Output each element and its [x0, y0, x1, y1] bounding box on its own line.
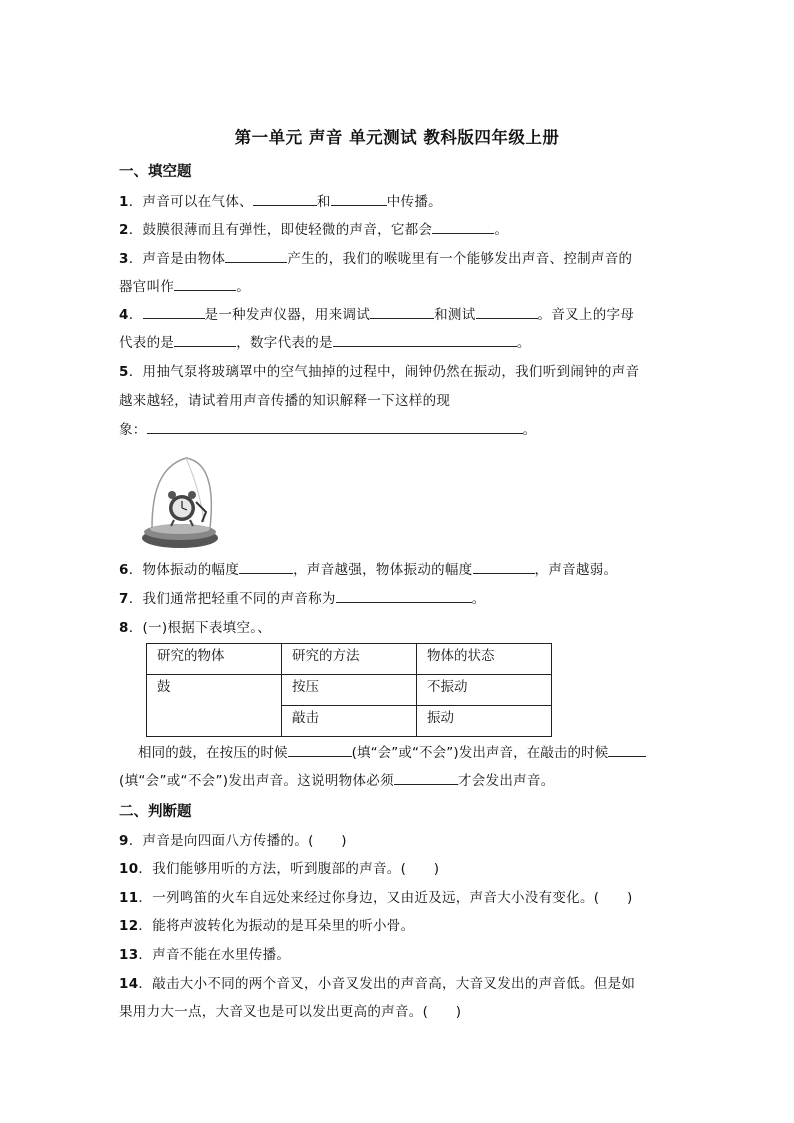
answer-blank[interactable] [331, 192, 387, 206]
question-3-line-1 [119, 247, 632, 267]
question-number: 3 [119, 251, 129, 267]
experiment-table [146, 643, 552, 737]
question-11 [119, 886, 633, 906]
answer-blank[interactable] [253, 192, 317, 206]
question-text: 中传播。 [386, 194, 442, 210]
question-text: 声音可以在气体、 [142, 194, 253, 210]
question-8-line-2 [119, 769, 555, 789]
question-text: 能将声波转化为振动的是耳朵里的听小骨。 [152, 918, 415, 934]
question-number: 5 [119, 364, 129, 380]
number-dot: ． [128, 251, 143, 267]
number-dot: ． [128, 833, 143, 849]
answer-blank[interactable] [333, 333, 517, 347]
question-9 [119, 829, 347, 849]
section-fill-in: 一、填空题 [119, 164, 192, 180]
number-dot: ． [128, 364, 143, 380]
question-text: 器官叫作 [119, 279, 175, 295]
table-header-cell: 研究的方法 [282, 644, 417, 675]
question-text: 用抽气泵将玻璃罩中的空气抽掉的过程中，闹钟仍然在振动，我们听到闹钟的声音 [142, 364, 640, 380]
question-text: 相同的鼓，在按压的时候 [138, 745, 288, 761]
question-text: (填“会”或“不会”)发出声音，在敲击的时候 [351, 745, 609, 761]
question-2 [119, 218, 508, 238]
question-text: 敲击大小不同的两个音叉，小音叉发出的声音高，大音叉发出的声音低。但是如 [152, 976, 636, 992]
question-text: 是一种发声仪器，用来调试 [204, 307, 371, 323]
question-3-line-2 [119, 275, 250, 295]
question-number: 1 [119, 194, 129, 210]
question-text: 。 [236, 279, 251, 295]
question-text[interactable]: 果用力大一点，大音叉也是可以发出更高的声音。( ) [119, 1004, 462, 1020]
number-dot: ． [138, 947, 153, 963]
question-4-line-1 [119, 303, 634, 323]
question-number: 8 [119, 620, 129, 636]
question-5-line-2 [119, 389, 450, 409]
question-1 [119, 190, 442, 210]
question-text: 鼓膜很薄而且有弹性，即使轻微的声音，它都会 [142, 222, 433, 238]
answer-blank[interactable] [225, 249, 287, 263]
table-row [147, 675, 552, 706]
question-text: 。音叉上的字母 [537, 307, 635, 323]
question-6 [119, 558, 617, 578]
question-text: 我们通常把轻重不同的声音称为 [142, 591, 336, 607]
answer-blank[interactable] [336, 589, 472, 603]
number-dot: ． [138, 890, 153, 906]
question-10 [119, 857, 439, 877]
question-12 [119, 914, 414, 934]
question-14-line-1 [119, 972, 635, 992]
table-cell: 不振动 [417, 675, 552, 706]
question-13 [119, 943, 290, 963]
answer-blank[interactable] [288, 743, 352, 757]
number-dot: ． [128, 307, 143, 323]
question-text: ，声音越强，物体振动的幅度 [293, 562, 473, 578]
question-number: 13 [119, 947, 139, 963]
question-5-line-1 [119, 360, 639, 380]
question-text: 和测试 [434, 307, 476, 323]
question-number: 12 [119, 918, 139, 934]
bell-jar-alarm-clock-illustration [140, 452, 226, 552]
question-8-line-1 [138, 741, 646, 761]
question-text[interactable]: 一列鸣笛的火车自远处来经过你身边，又由近及远，声音大小没有变化。( ) [152, 890, 633, 906]
question-text: ，声音越弱。 [534, 562, 618, 578]
table-header-row [147, 644, 552, 675]
question-14-line-2 [119, 1000, 461, 1020]
answer-blank[interactable] [476, 305, 538, 319]
question-text: 声音不能在水里传播。 [152, 947, 291, 963]
question-text: (填“会”或“不会”)发出声音。这说明物体必须 [119, 773, 394, 789]
question-text: ，数字代表的是 [236, 335, 333, 351]
question-number: 6 [119, 562, 129, 578]
question-text: 。 [494, 222, 509, 238]
question-text: 象： [119, 422, 147, 438]
number-dot: ． [128, 194, 143, 210]
number-dot: ． [128, 562, 143, 578]
table-header-cell: 研究的物体 [147, 644, 282, 675]
answer-blank[interactable] [239, 560, 293, 574]
question-text: 。 [471, 591, 486, 607]
question-text: 声音是由物体 [142, 251, 226, 267]
number-dot: ． [138, 976, 153, 992]
number-dot: ． [128, 591, 143, 607]
question-4-line-2 [119, 331, 531, 351]
question-text: 。 [522, 422, 537, 438]
answer-blank[interactable] [174, 333, 236, 347]
question-text[interactable]: 我们能够用听的方法，听到腹部的声音。( ) [152, 861, 440, 877]
question-number: 9 [119, 833, 129, 849]
answer-blank[interactable] [143, 305, 205, 319]
answer-blank[interactable] [473, 560, 535, 574]
question-5-line-3 [119, 418, 536, 438]
question-number: 14 [119, 976, 139, 992]
answer-blank[interactable] [174, 277, 236, 291]
question-text: 和 [316, 194, 331, 210]
number-dot: ． [138, 861, 153, 877]
number-dot: ． [128, 620, 143, 636]
page-title: 第一单元 声音 单元测试 教科版四年级上册 [234, 128, 560, 147]
question-number: 10 [119, 861, 139, 877]
table-cell: 敲击 [282, 706, 417, 737]
answer-blank[interactable] [432, 220, 494, 234]
table-cell-object: 鼓 [147, 675, 282, 737]
question-text[interactable]: 声音是向四面八方传播的。( ) [142, 833, 347, 849]
table-header-cell: 物体的状态 [417, 644, 552, 675]
question-8-intro [119, 616, 271, 636]
answer-blank[interactable] [370, 305, 434, 319]
question-number: 2 [119, 222, 129, 238]
question-number: 7 [119, 591, 129, 607]
question-number: 11 [119, 890, 139, 906]
question-text: 越来越轻，请试着用声音传播的知识解释一下这样的现 [119, 393, 451, 409]
question-text: 产生的，我们的喉咙里有一个能够发出声音、控制声音的 [287, 251, 633, 267]
number-dot: ． [128, 222, 143, 238]
table-cell: 振动 [417, 706, 552, 737]
question-text: 才会发出声音。 [457, 773, 555, 789]
question-text: 代表的是 [119, 335, 175, 351]
answer-blank[interactable] [147, 420, 523, 434]
section-true-false: 二、判断题 [119, 804, 192, 820]
answer-blank[interactable] [608, 743, 646, 757]
number-dot: ． [138, 918, 153, 934]
answer-blank[interactable] [394, 771, 458, 785]
question-text: (一)根据下表填空。、 [142, 620, 272, 636]
table-cell: 按压 [282, 675, 417, 706]
question-text: 。 [516, 335, 531, 351]
question-text: 物体振动的幅度 [142, 562, 240, 578]
question-number: 4 [119, 307, 129, 323]
question-7 [119, 587, 486, 607]
